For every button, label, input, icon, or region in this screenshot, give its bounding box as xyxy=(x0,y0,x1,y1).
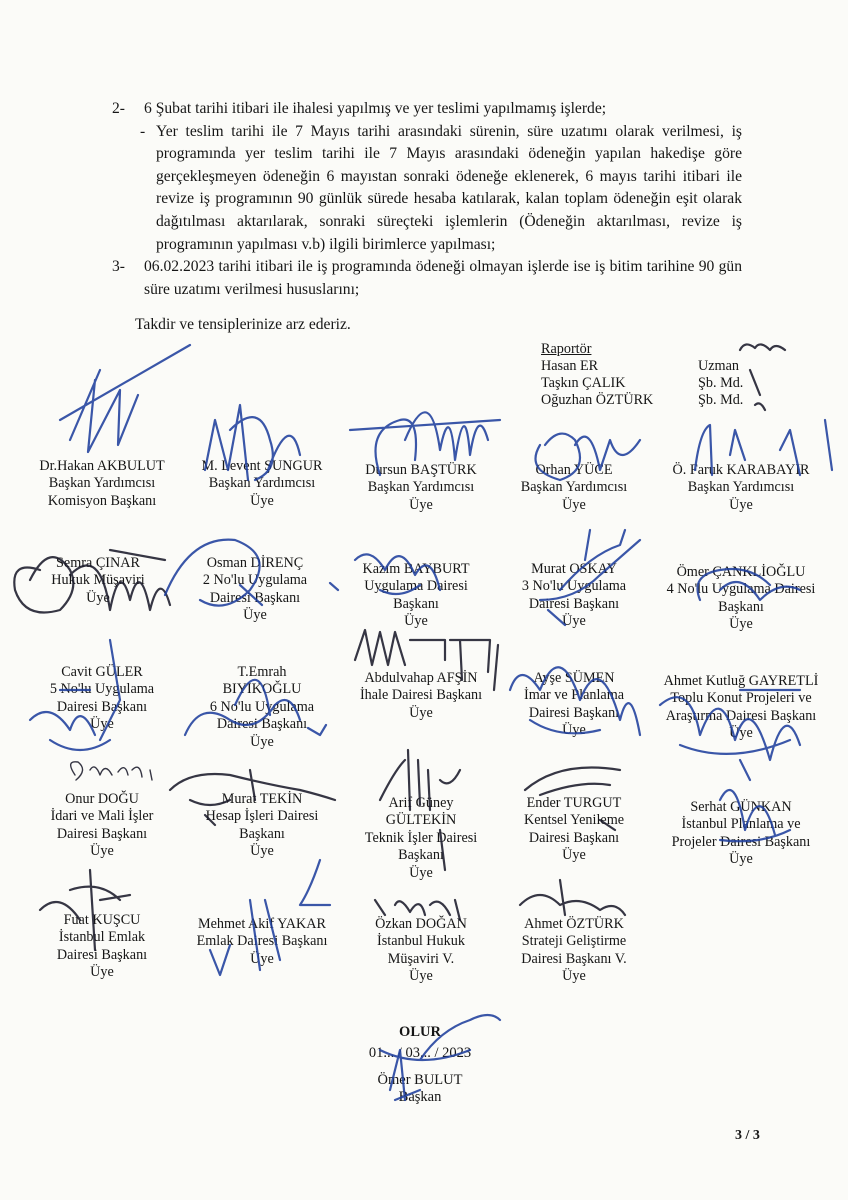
signatory-line: Üye xyxy=(409,864,433,881)
signatory-line: Semra ÇINAR xyxy=(56,555,140,571)
approver-name: Ömer BULUT xyxy=(377,1072,463,1088)
signatory-line: Üye xyxy=(562,613,586,630)
signatory-block xyxy=(489,795,659,865)
signatory-line: Ahmet ÖZTÜRK xyxy=(524,916,624,932)
item-number: 2- xyxy=(112,100,125,117)
signatory-line: Üye xyxy=(409,968,433,985)
signatory-line: Üye xyxy=(250,733,274,750)
signatory-block xyxy=(170,555,340,625)
signatory-line: Üye xyxy=(250,950,274,967)
signatory-block xyxy=(331,561,501,631)
signatory-line: Üye xyxy=(562,722,586,739)
subitem-dash: - xyxy=(140,122,146,140)
signatory-line: Üye xyxy=(404,613,428,630)
item-3 xyxy=(112,256,742,301)
signatory-line: Dairesi Başkanı xyxy=(216,716,308,733)
raportor-name: Oğuzhan ÖZTÜRK xyxy=(541,392,654,408)
signatory-line: Başkanı xyxy=(239,825,285,842)
signatory-line: 6 No'lu Uygulama xyxy=(209,698,315,715)
signatory-line: Murat TEKİN xyxy=(221,791,303,807)
signatory-line: Başkan Yardımcısı xyxy=(367,479,475,496)
signatory-line: Ayşe SÜMEN xyxy=(533,670,615,686)
signatory-line: Kentsel Yenileme xyxy=(523,812,625,829)
signatory-line: Ahmet Kutluğ GAYRETLİ xyxy=(663,673,819,689)
signatory-line: M. Levent ŞUNGUR xyxy=(201,458,323,474)
signatory-block xyxy=(177,916,347,968)
signatory-block xyxy=(336,462,506,514)
signatory-block xyxy=(489,561,659,631)
signatory-line: Üye xyxy=(250,492,274,509)
signatory-line: İstanbul Planlama ve xyxy=(681,816,801,833)
signatory-line: Başkan Yardımcısı xyxy=(48,475,156,492)
signatory-line: Özkan DOĞAN xyxy=(375,916,467,932)
page-number: 3 / 3 xyxy=(735,1128,760,1143)
signatory-line: Üye xyxy=(90,843,114,860)
signatory-line: Dairesi Başkanı xyxy=(56,946,148,963)
signatory-line: Üye xyxy=(729,725,753,742)
signatory-line: Projeler Dairesi Başkanı xyxy=(671,833,811,850)
signatory-line: Dairesi Başkanı xyxy=(56,825,148,842)
raportor-heading: Raportör xyxy=(541,341,592,357)
signatory-block xyxy=(177,458,347,510)
signature-scribble xyxy=(740,344,785,410)
raportor-role: Şb. Md. xyxy=(698,392,744,408)
approval-block xyxy=(330,1022,510,1108)
signatory-line: Üye xyxy=(562,968,586,985)
approval-title: OLUR xyxy=(399,1024,441,1040)
signatory-line: Üye xyxy=(409,496,433,513)
signatory-line: Ö. Faruk KARABAYIR xyxy=(672,462,810,478)
signatory-line: İmar ve Planlama xyxy=(523,687,625,704)
raportor-role: Uzman xyxy=(698,358,739,374)
item-text: 6 Şubat tarihi itibari ile ihalesi yapılmış ve yer teslimi yapılmamış işlerde; xyxy=(144,100,607,117)
item-2 xyxy=(112,98,742,121)
signatory-line: Murat OSKAY xyxy=(531,561,617,577)
signatory-line: Üye xyxy=(729,616,753,633)
signatory-block xyxy=(336,670,506,722)
signatory-block xyxy=(17,458,187,510)
signatory-line: Müşaviri V. xyxy=(387,950,455,967)
signatory-line: Uygulama Dairesi xyxy=(364,578,468,595)
signatory-line: İhale Dairesi Başkanı xyxy=(359,687,483,704)
signatory-block xyxy=(650,673,832,743)
signatory-line: Osman DİRENÇ xyxy=(206,555,304,571)
signatory-block xyxy=(489,462,659,514)
raportor-roles xyxy=(698,358,743,409)
signatory-block xyxy=(17,664,187,734)
signatory-line: Kazım BAYBURT xyxy=(362,561,470,577)
item-text: 06.02.2023 tarihi itibari ile iş programında ödeneği olmayan işlerde ise iş bitim tarihine 90 gün süre uzatımı verilmesi hususlarını; xyxy=(144,258,742,298)
raportor-role: Şb. Md. xyxy=(698,375,744,391)
signatory-line: Onur DOĞU xyxy=(65,791,139,807)
signatory-line: Başkanı xyxy=(398,847,444,864)
signatory-line: Başkan Yardımcısı xyxy=(687,479,795,496)
signature-scribble xyxy=(520,880,625,915)
raportor-name: Taşkın ÇALIK xyxy=(541,375,626,391)
subitem-text: Yer teslim tarihi ile 7 Mayıs tarihi arasındaki sürenin, süre uzatımı olarak verilmesi, iş programında yer teslim tarihi ile 7 Mayıs arasındaki ödeneğin yapılan hakedişe göre gerçekleşmeyen ödeneğin 6 mayıstan sonraki ödeneğe eklenerek, 6 mayıs tarihi itibari ile revize iş programının 90 günlük sürede hesaba katılarak, kalan toplam ödeneğin eşit olarak dağıtılması aktarılarak, sonraki süreçteki işlemlerin (Ödeneğin aktarılması, revize iş programının yapılması v.b) ilgili birimlerce yapılması; xyxy=(156,122,742,253)
signatory-block xyxy=(17,912,187,982)
signatory-block xyxy=(17,791,187,861)
signature-scribble xyxy=(60,345,190,452)
signatory-line: Üye xyxy=(729,851,753,868)
signatory-block xyxy=(656,564,826,634)
signatory-line: Üye xyxy=(729,496,753,513)
signatory-line: 2 No'lu Uygulama xyxy=(202,572,308,589)
signatory-line: Üye xyxy=(243,607,267,624)
signatory-line: Başkan Yardımcısı xyxy=(520,479,628,496)
signatory-line: BIYIKOĞLU xyxy=(222,681,302,698)
raportor-name: Hasan ER xyxy=(541,358,599,374)
signatory-block xyxy=(489,916,659,986)
signatory-line: Hukuk Müşaviri xyxy=(51,572,145,589)
signatory-line: Üye xyxy=(562,847,586,864)
signatory-line: Üye xyxy=(250,843,274,860)
signatory-line: 4 No'lu Uygulama Dairesi xyxy=(666,581,816,598)
signatory-line: Dairesi Başkanı xyxy=(528,829,620,846)
signatory-line: Arif Güney xyxy=(388,795,454,811)
decision-items xyxy=(112,98,742,301)
signatory-line: Dairesi Başkanı xyxy=(528,704,620,721)
approval-date: 01... / 03... / 2023 xyxy=(368,1045,472,1061)
signatory-line: Üye xyxy=(90,716,114,733)
signatory-block xyxy=(489,670,659,740)
signatory-block xyxy=(13,555,183,607)
signatory-line: Dairesi Başkanı xyxy=(528,595,620,612)
signatory-line: GÜLTEKİN xyxy=(385,812,457,829)
signatory-line: İstanbul Emlak xyxy=(58,929,146,946)
signatory-line: Üye xyxy=(86,589,110,606)
signatory-line: Üye xyxy=(90,964,114,981)
signatory-line: Toplu Konut Projeleri ve xyxy=(670,690,812,707)
signatory-line: T.Emrah xyxy=(237,664,287,680)
signatory-line: Dairesi Başkanı xyxy=(56,698,148,715)
approver-role: Başkan xyxy=(398,1089,442,1105)
signatory-line: Ömer ÇANKLİOĞLU xyxy=(676,564,806,580)
signatory-line: Abdulvahap AFŞİN xyxy=(364,670,478,686)
signatory-line: Cavit GÜLER xyxy=(61,664,143,680)
signature-scribble xyxy=(71,762,152,780)
signatory-block xyxy=(336,916,506,986)
signatory-line: Strateji Geliştirme xyxy=(521,933,627,950)
signatory-line: Komisyon Başkanı xyxy=(47,492,157,509)
signatory-line: Fuat KUŞCU xyxy=(63,912,141,928)
signatory-line: Orhan YÜCE xyxy=(535,462,613,478)
signatory-block xyxy=(177,664,347,751)
signatory-line: 3 No'lu Uygulama xyxy=(521,578,627,595)
signatory-line: Hesap İşleri Dairesi xyxy=(205,808,319,825)
raportor-names xyxy=(541,341,653,409)
signatory-line: Araştırma Dairesi Başkanı xyxy=(665,707,817,724)
signatory-line: Başkanı xyxy=(393,595,439,612)
signatory-line: Dairesi Başkanı xyxy=(209,589,301,606)
item-number: 3- xyxy=(112,258,125,276)
signatory-line: Üye xyxy=(562,496,586,513)
signatory-line: Serhat GÜNKAN xyxy=(690,799,792,815)
signatory-block xyxy=(177,791,347,861)
signatory-line: Başkan Yardımcısı xyxy=(208,475,316,492)
signatory-line: Üye xyxy=(409,704,433,721)
signatory-line: Mehmet Akif YAKAR xyxy=(198,916,326,932)
signatory-line: Ender TURGUT xyxy=(526,795,622,811)
signatory-line: İstanbul Hukuk xyxy=(377,933,465,950)
signatory-block xyxy=(656,462,826,514)
closing-sentence: Takdir ve tensiplerinize arz ederiz. xyxy=(135,316,351,333)
signatory-line: İdari ve Mali İşler xyxy=(50,808,154,825)
signatory-block xyxy=(656,799,826,869)
signatory-block xyxy=(336,795,506,882)
signatory-line: 5 No'lu Uygulama xyxy=(49,681,155,698)
signatory-line: Başkanı xyxy=(718,598,764,615)
item-2-subitem xyxy=(112,121,742,257)
signatory-line: Dursun BAŞTÜRK xyxy=(365,462,477,478)
signatory-line: Emlak Dairesi Başkanı xyxy=(196,933,328,950)
signatory-line: Dr.Hakan AKBULUT xyxy=(39,458,165,474)
signatory-line: Dairesi Başkanı V. xyxy=(521,950,627,967)
signatory-line: Teknik İşler Dairesi xyxy=(364,829,478,846)
